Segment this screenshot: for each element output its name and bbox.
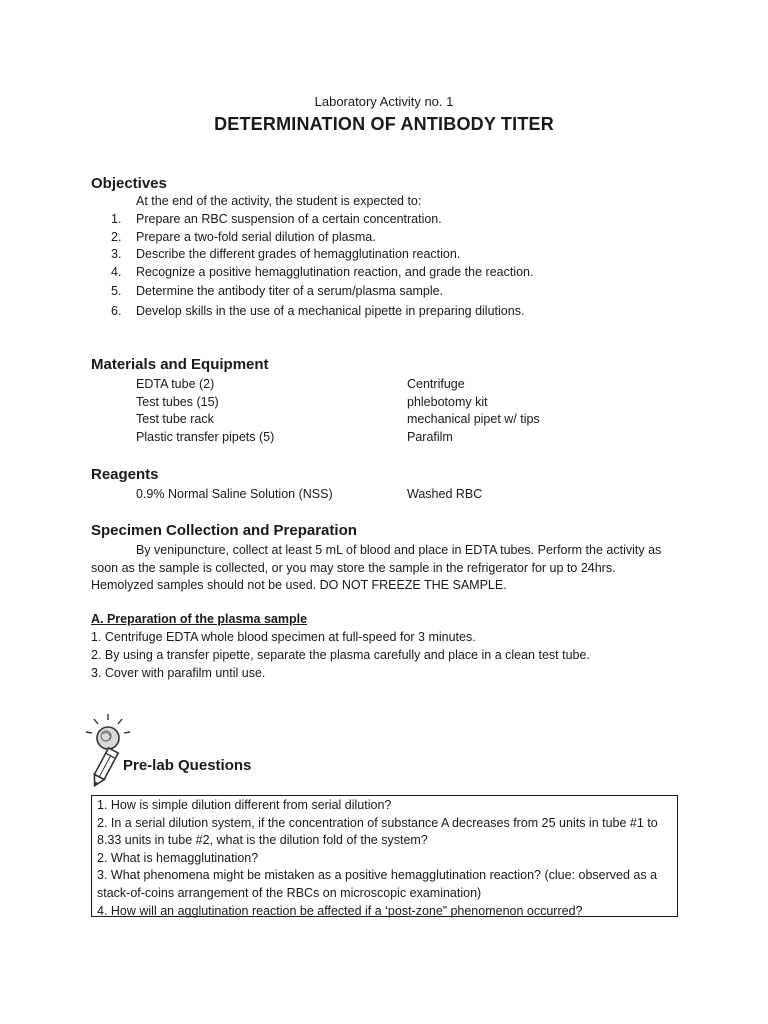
list-item: Plastic transfer pipets (5) [136,429,275,444]
specimen-paragraph [91,542,681,595]
prelab-heading: Pre-lab Questions [123,757,252,774]
list-text: Determine the antibody titer of a serum/plasma sample. [136,284,444,298]
objectives-list [111,211,533,320]
list-item: 1. Centrifuge EDTA whole blood specimen at full-speed for 3 minutes. [91,630,476,644]
list-number: 1. [111,212,122,226]
list-text: Recognize a positive hemagglutination reaction, and grade the reaction. [136,264,534,279]
paragraph-line: soon as the sample is collected, or you may store the sample in the refrigerator for up to 24hrs. [91,560,616,575]
list-item: phlebotomy kit [407,394,488,409]
paragraph-line: By venipuncture, collect at least 5 mL of blood and place in EDTA tubes. Perform the activity as [136,543,662,557]
question-line: 2. In a serial dilution system, if the concentration of substance A decreases from 25 units in tube #1 to [97,815,658,830]
lightbulb-pencil-icon [82,712,134,792]
reagents-heading: Reagents [91,466,159,483]
list-number: 6. [111,303,122,318]
question-line: 2. What is hemagglutination? [97,850,259,865]
prelab-questions-list [97,797,672,920]
list-text: Prepare a two-fold serial dilution of plasma. [136,229,376,244]
list-item: Centrifuge [407,377,465,391]
specimen-heading: Specimen Collection and Preparation [91,522,357,539]
list-item [111,229,533,247]
plasma-prep-steps [91,629,590,683]
reagent-right: Washed RBC [407,487,483,501]
list-item: 3. Cover with parafilm until use. [91,666,266,680]
list-item [111,264,533,284]
list-text: Describe the different grades of hemagglutination reaction. [136,247,461,261]
list-item [111,283,533,303]
question-line: 3. What phenomena might be mistaken as a positive hemagglutination reaction? (clue: observed as a [97,868,658,883]
materials-list-left [136,376,274,446]
objectives-heading: Objectives [91,175,167,192]
materials-heading: Materials and Equipment [91,356,269,373]
list-item [111,303,533,321]
activity-number: Laboratory Activity no. 1 [314,94,454,109]
list-number: 2. [111,229,122,244]
list-number: 4. [111,264,122,279]
list-item: Test tube rack [136,412,214,426]
list-text: Prepare an RBC suspension of a certain concentration. [136,212,442,226]
list-item [111,246,533,264]
prelab-questions-box [91,795,678,917]
materials-list-right [407,376,540,446]
list-item: EDTA tube (2) [136,377,215,391]
list-text: Develop skills in the use of a mechanical pipette in preparing dilutions. [136,303,525,318]
question-line: 1. How is simple dilution different from serial dilution? [97,798,392,812]
list-item [111,211,533,229]
question-line: 8.33 units in tube #2, what is the dilution fold of the system? [97,833,428,848]
list-number: 5. [111,284,122,298]
list-item: Parafilm [407,429,453,444]
list-number: 3. [111,247,122,261]
page-title: DETERMINATION OF ANTIBODY TITER [214,114,554,134]
list-item: mechanical pipet w/ tips [407,412,540,426]
question-line: stack-of-coins arrangement of the RBCs on microscopic examination) [97,885,482,900]
list-item: 2. By using a transfer pipette, separate the plasma carefully and place in a clean test tube. [91,648,590,662]
reagent-left: 0.9% Normal Saline Solution (NSS) [136,487,333,501]
objectives-intro: At the end of the activity, the student is expected to: [136,194,422,208]
paragraph-line: Hemolyzed samples should not be used. DO NOT FREEZE THE SAMPLE. [91,578,507,592]
question-line: 4. How will an agglutination reaction be affected if a ‘post-zone” phenomenon occurred? [97,903,583,918]
list-item: Test tubes (15) [136,394,219,409]
plasma-prep-heading: A. Preparation of the plasma sample [91,612,308,626]
